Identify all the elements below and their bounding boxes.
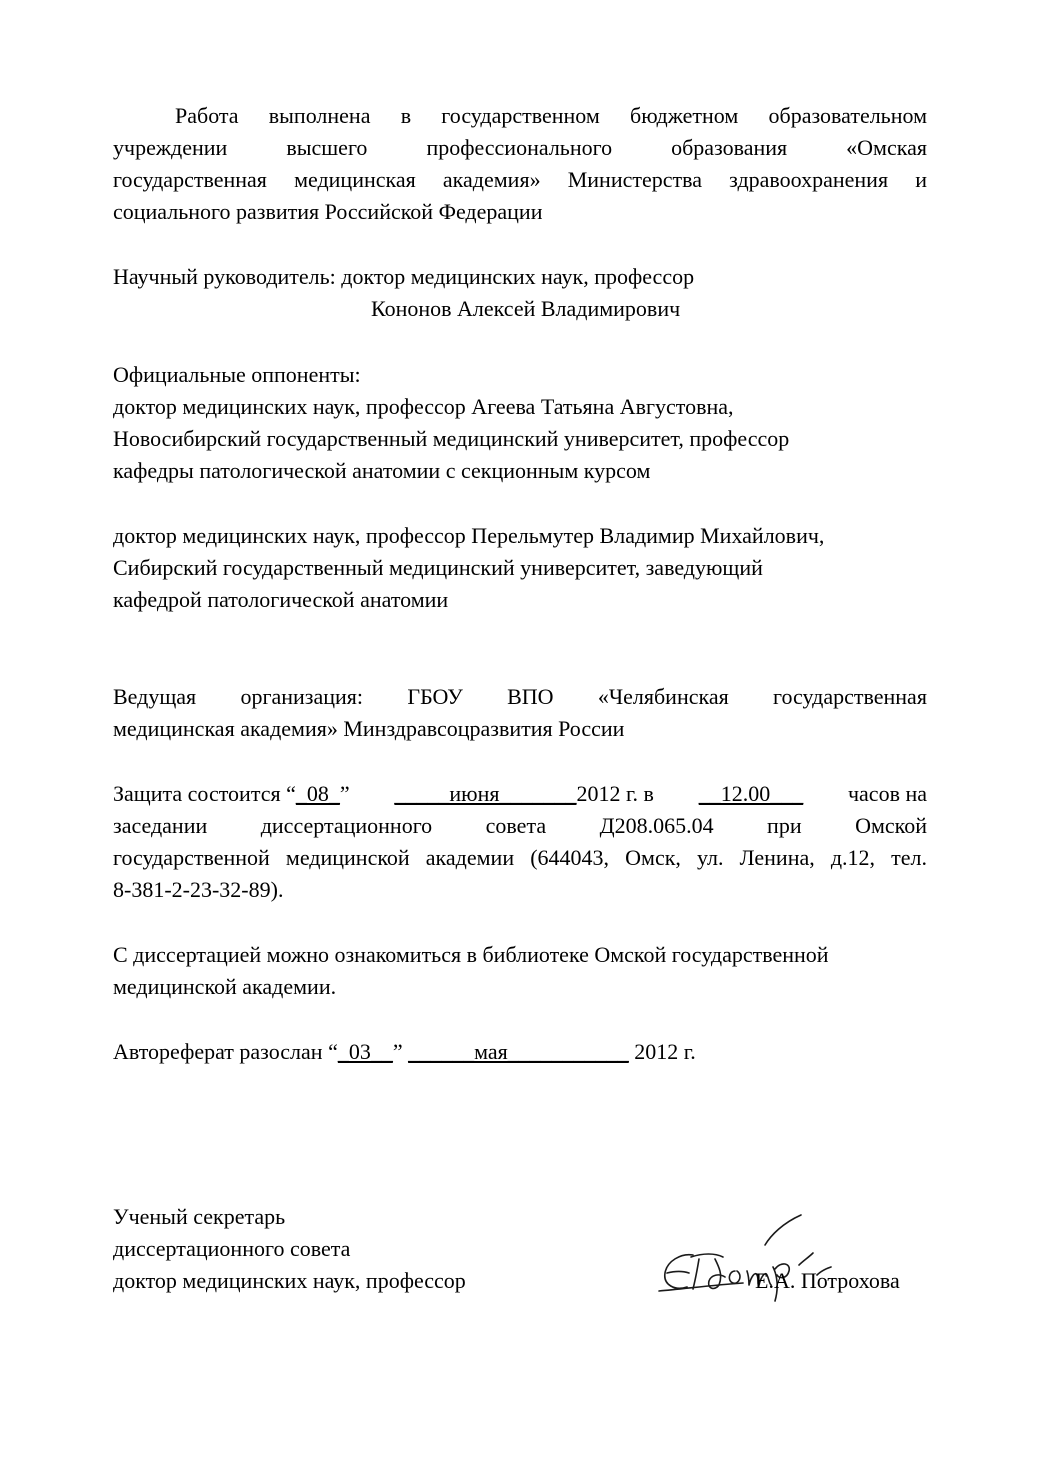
abstract-day: _03__ [337, 1039, 393, 1064]
leading-org-section [113, 681, 927, 745]
opponent-2-line: доктор медицинских наук, профессор Перельмутер Владимир Михайлович, [113, 523, 825, 548]
intro-line-2-word: высшего [286, 135, 368, 160]
abstract-year: 2012 г. [628, 1039, 696, 1064]
opponent-2-line: Сибирский государственный медицинский университет, заведующий [113, 555, 763, 580]
intro-line-2-word: образования [671, 135, 788, 160]
secretary-line-2: диссертационного совета [113, 1236, 351, 1261]
library-line-1: С диссертацией можно ознакомиться в библиотеке Омской государственной [113, 942, 829, 967]
intro-line-2-word: профессионального [426, 135, 613, 160]
intro-line-1: Работа выполнена в государственном бюджетном образовательном [175, 103, 927, 128]
defense-day: _08_ [295, 781, 340, 806]
leading-org-word: организация: [240, 684, 364, 709]
abstract-sent-line [113, 1036, 927, 1068]
leading-org-word: государственная [773, 684, 927, 709]
defense-word: Д208.065.04 [599, 813, 714, 838]
defense-line-4: 8-381-2-23-32-89). [113, 877, 284, 902]
supervisor-name: Кононов Алексей Владимирович [371, 296, 681, 321]
defense-date [394, 778, 654, 810]
defense-section [113, 778, 927, 906]
library-section [113, 939, 927, 1003]
defense-time: __12.00___ [698, 781, 804, 806]
leading-org-word: Ведущая [113, 684, 197, 709]
defense-prefix [113, 778, 350, 810]
secretary-section [113, 1201, 933, 1311]
defense-word: заседании [113, 813, 208, 838]
abstract-sent-section [113, 1036, 927, 1068]
opponent-1-line: кафедры патологической анатомии с секционным курсом [113, 458, 651, 483]
defense-quote: ” [339, 781, 350, 806]
intro-line-2-word: «Омская [846, 135, 927, 160]
leading-org-word: ГБОУ [407, 684, 463, 709]
intro-line-4: социального развития Российской Федерации [113, 199, 543, 224]
defense-year: 2012 г. в [576, 781, 654, 806]
secretary-line-1: Ученый секретарь [113, 1204, 286, 1229]
defense-month: _____июня_______ [394, 781, 577, 806]
intro-line-2-word: учреждении [113, 135, 228, 160]
defense-word: Омской [855, 813, 927, 838]
secretary-name: Е.А. Потрохова [755, 1268, 900, 1293]
supervisor-title: Научный руководитель: доктор медицинских наук, профессор [113, 264, 695, 289]
abstract-quote: ” [392, 1039, 409, 1064]
abstract-prefix: Автореферат разослан “ [113, 1039, 338, 1064]
opponent-1-line: Новосибирский государственный медицинский университет, профессор [113, 426, 790, 451]
opponents-heading: Официальные оппоненты: [113, 362, 361, 387]
defense-word: при [767, 813, 802, 838]
defense-line-3: государственной медицинской академии (644043, Омск, ул. Ленина, д.12, тел. [113, 845, 927, 870]
opponent-1-line: доктор медицинских наук, профессор Агеева Татьяна Августовна, [113, 394, 734, 419]
defense-line-1 [113, 778, 927, 810]
opponent-2-section [113, 520, 927, 616]
opponent-2-line: кафедрой патологической анатомии [113, 587, 449, 612]
defense-line-2 [113, 810, 927, 842]
defense-prefix-text: Защита состоится “ [113, 781, 296, 806]
leading-org-line-2: медицинская академия» Минздравсоцразвития России [113, 716, 625, 741]
leading-org-word: ВПО [507, 684, 554, 709]
intro-line-2 [113, 132, 927, 164]
intro-line-3: государственная медицинская академия» Министерства здравоохранения и [113, 167, 927, 192]
opponents-section [113, 359, 927, 487]
library-line-2: медицинской академии. [113, 974, 337, 999]
handwritten-signature [653, 1205, 843, 1315]
defense-word: диссертационного [260, 813, 433, 838]
intro-paragraph [113, 100, 927, 228]
abstract-month: ______мая___________ [408, 1039, 629, 1064]
defense-word: совета [485, 813, 547, 838]
defense-suffix: часов на [847, 781, 927, 806]
secretary-line-3: доктор медицинских наук, профессор [113, 1268, 466, 1293]
leading-org-line-1 [113, 681, 927, 713]
supervisor-section [113, 261, 927, 325]
leading-org-word: «Челябинская [597, 684, 729, 709]
